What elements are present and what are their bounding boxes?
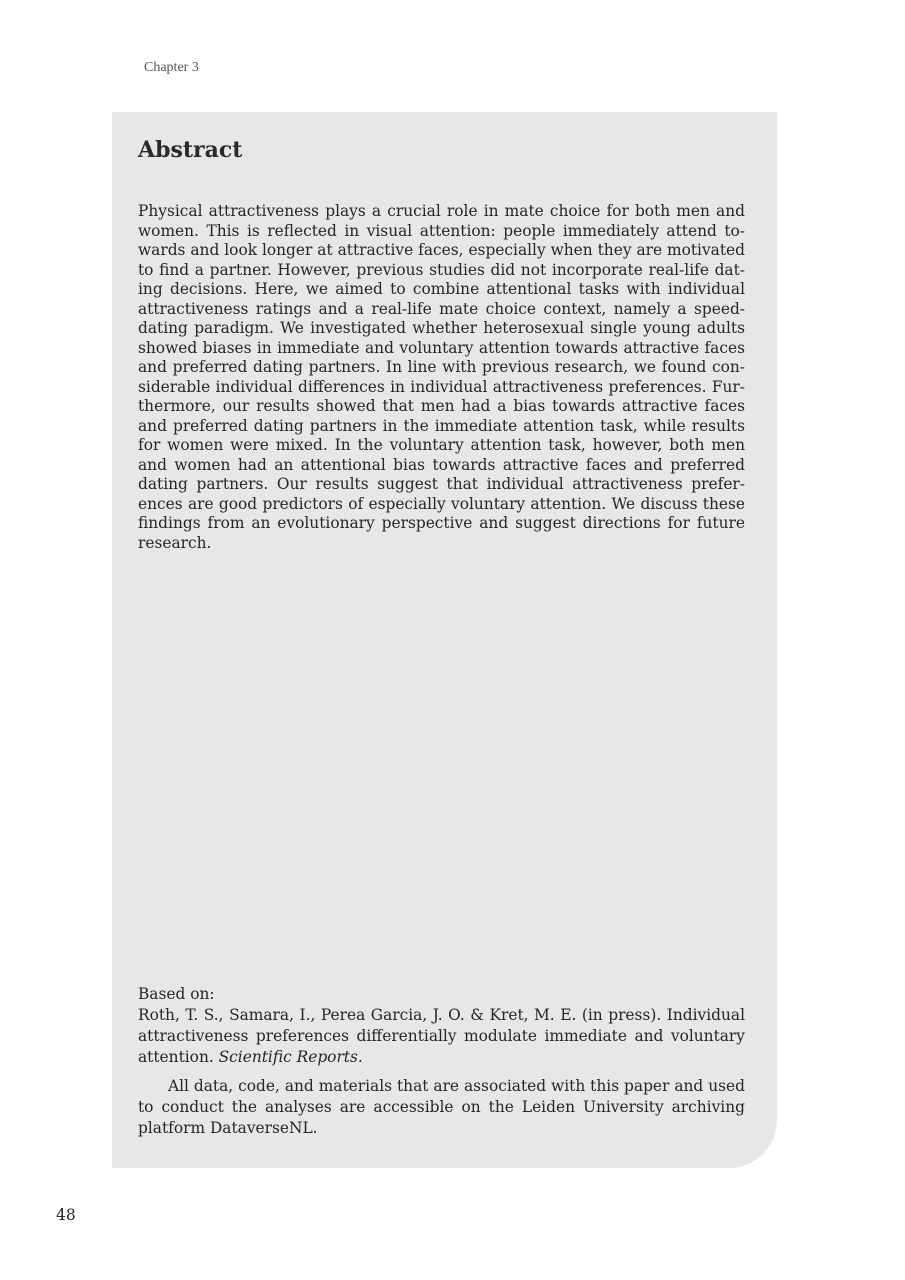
data-availability-note: All data, code, and materials that are associated with this paper and used to conduct the analyses are accessible on the Leiden University archiving platform DataverseNL.	[138, 1077, 745, 1137]
abstract-body: Physical attractiveness plays a crucial role in mate choice for both men and women. This is reflected in visual attention: people immediately attend towards and look longer at attractive faces, especially when they are motivated to find a partner. However, previous studies did not incorporate real-life dating decisions. Here, we aimed to combine attentional tasks with individual attractiveness ratings and a real-life mate choice context, namely a speed-dating paradigm. We investigated whether heterosexual single young adults showed biases in immediate and voluntary attention towards attractive faces and preferred dating partners. In line with previous research, we found considerable individual differences in individual attractiveness preferences. Furthermore, our results showed that men had a bias towards attractive faces and preferred dating partners in the immediate attention task, while results for women were mixed. In the voluntary attention task, however, both men and women had an attentional bias towards attractive faces and preferred dating partners. Our results suggest that individual attractiveness preferences are good predictors of especially voluntary attention. We discuss these findings from an evolutionary perspective and suggest directions for future research.	[138, 202, 745, 552]
based-on-label: Based on:	[138, 985, 215, 1003]
page-number: 48	[56, 1206, 76, 1224]
source-reference	[138, 984, 745, 1139]
journal-name: Scientific Reports.	[218, 1048, 363, 1066]
abstract-title: Abstract	[138, 137, 243, 163]
running-head: Chapter 3	[144, 60, 199, 75]
citation-text: Roth, T. S., Samara, I., Perea Garcia, J. O. & Kret, M. E. (in press). Individual attractiveness preferences differentially modulate immediate and voluntary attention.	[138, 1006, 745, 1066]
abstract-panel	[112, 112, 777, 1168]
